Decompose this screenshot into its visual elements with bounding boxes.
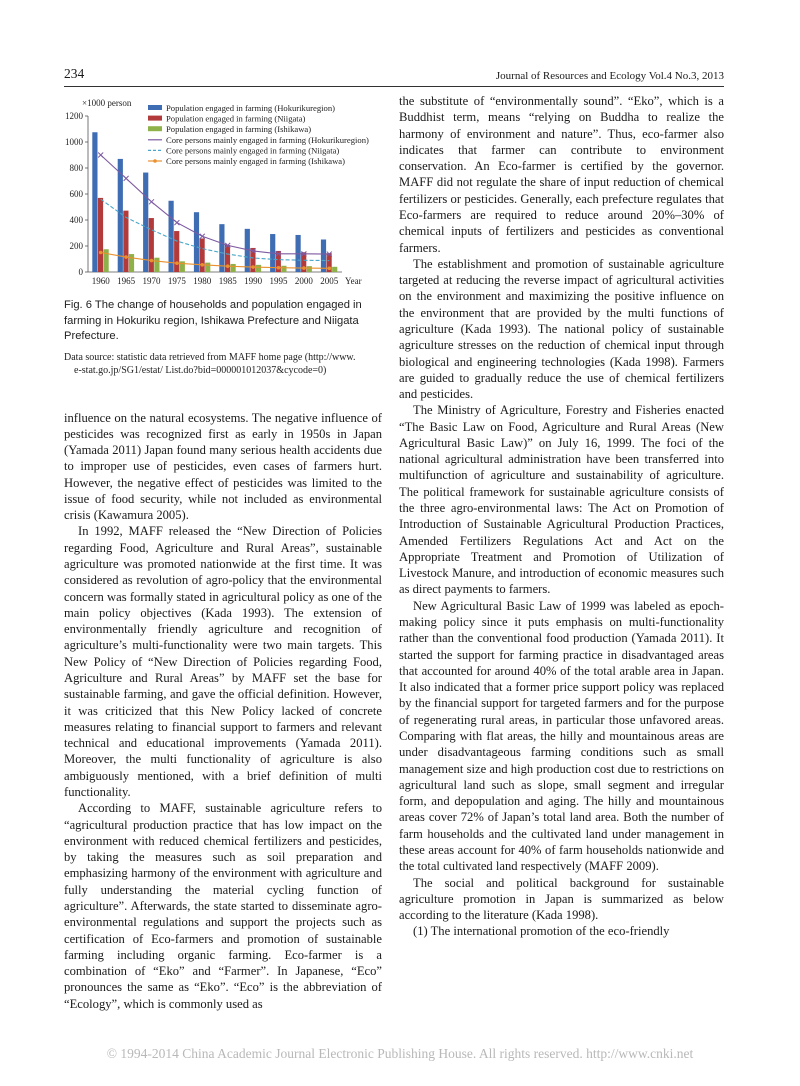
- paragraph: New Agricultural Basic Law of 1999 was labeled as epoch-making policy since it puts emphasis on multi-functionality rather than the conventional food production (Yamada 2011). It started the support for farming practice in disadvantaged areas that accounted for around 40% of the total arable area in Japan. It also indicated that a former price support policy was replaced by the financial support for targeted farmers and for the purpose of regenerating rural areas, in particular those unfavored areas. Comparing with flat areas, the hilly and mountainous areas are under disadvantageous farming conditions such as small management size and high production cost due to restrictions on agricultural land such as slope, small segment and irregular form, and depopulation and aging. The hilly and mountainous areas cover 72% of Japan’s total land area. Both the number of farm households and the cultivated land under management in these areas account for 40% of farm households nationwide and the total cultivated land respectively (MAFF 2009).: [399, 598, 724, 874]
- bar: [219, 224, 224, 272]
- y-tick-label: 1000: [65, 137, 83, 147]
- paragraph: The social and political background for sustainable agriculture promotion in Japan is summarized as below according to the literature (Kada 1998).: [399, 875, 724, 923]
- y-tick-label: 0: [78, 267, 83, 277]
- figure-source-line2: e-stat.go.jp/SG1/estat/ List.do?bid=000001012037&cycode=0): [74, 365, 327, 376]
- x-tick-label: 2000: [294, 276, 313, 286]
- bar: [123, 211, 128, 272]
- paragraph: influence on the natural ecosystems. The negative influence of pesticides was recognized first as early in 1950s in Japan (Yamada 2011) Japan found many serious health accidents due to improper use of pesticides, even cases of farmers hurt. However, the negative effect of pesticides was limited to the issue of food security, while not included as environmental crisis (Kawamura 2005).: [64, 410, 382, 523]
- bar: [307, 266, 312, 272]
- bar: [231, 264, 236, 272]
- y-tick-label: 800: [69, 163, 83, 173]
- x-tick-label: 1980: [193, 276, 212, 286]
- journal-title: Journal of Resources and Ecology Vol.4 No.3, 2013: [495, 70, 724, 82]
- bar: [149, 218, 154, 272]
- line-marker: [124, 255, 128, 259]
- legend-swatch-marker: [153, 159, 157, 163]
- page-number: 234: [64, 66, 85, 81]
- figure-caption: Fig. 6 The change of households and population engaged in farming in Hokuriku region, Ishikawa Prefecture and Niigata Prefecture.: [64, 299, 362, 342]
- legend-label: Core persons mainly engaged in farming (Ishikawa): [166, 156, 345, 166]
- bar: [129, 254, 134, 272]
- copyright-footer: © 1994-2014 China Academic Journal Electronic Publishing House. All rights reserved. http://www.cnki.net: [106, 1046, 694, 1061]
- legend-swatch: [148, 105, 162, 110]
- bar: [256, 265, 261, 272]
- line-marker: [302, 266, 306, 270]
- line-marker: [201, 263, 205, 267]
- line-marker: [226, 264, 230, 268]
- x-tick-label: 1985: [218, 276, 237, 286]
- series-line: [101, 199, 330, 260]
- figure-source-line1: Data source: statistic data retrieved from MAFF home page (http://www.: [64, 351, 356, 363]
- bar: [98, 198, 103, 272]
- x-tick-label: 1990: [244, 276, 263, 286]
- bar: [143, 173, 148, 272]
- y-tick-label: 1200: [65, 111, 83, 121]
- legend-swatch: [148, 116, 162, 121]
- bar: [225, 245, 230, 272]
- line-marker: [175, 261, 179, 265]
- x-tick-label: 2005: [320, 276, 339, 286]
- bar: [321, 240, 326, 273]
- series-line: [101, 155, 330, 254]
- right-column: [399, 93, 724, 940]
- y-tick-label: 200: [69, 241, 83, 251]
- paragraph: The establishment and promotion of sustainable agriculture targeted at reducing the reverse impact of agricultural activities on the environment and maximizing the positive influence on the environment that are provided by the multi functions of agriculture (Kada 1993). The national policy of sustainable agriculture stresses on the reduction of chemical input through biological and engineering technologies (Kada 1998). Farmers are guided to gradually reduce the use of chemical fertilizers and pesticides.: [399, 256, 724, 402]
- bar: [194, 212, 199, 272]
- paragraph: The Ministry of Agriculture, Forestry and Fisheries enacted “The Basic Law on Food, Agriculture and Rural Areas (New Agricultural Basic Law)” on July 16, 1999. The foci of the national agricultural administration have been transferred into multifunction of agriculture and sustainability of agriculture. The political framework for sustainable agriculture consists of the three agro-environmental laws: The Act on Promotion of Introduction of Sustainable Agricultural Production Practices, Amended Fertilizers Regulations Act and Act on the Appropriate Treatment and Promotion of Utilization of Livestock Manure, and introduction of economic measures such as direct payments to farmers.: [399, 403, 724, 597]
- x-tick-label: 1975: [167, 276, 186, 286]
- x-tick-label: 1995: [269, 276, 288, 286]
- paragraph: In 1992, MAFF released the “New Direction of Policies regarding Food, Agriculture and Rural Areas”, sustainable agriculture was promoted nationwide at the first time. It was considered as revolution of agro-policy that the environmental concern was formally stated in agricultural policy as one of the main policy objectives (Kada 1993). The extension of environmentally friendly agriculture and recognition of agriculture’s multi-functionality were two main targets. This New Policy of “New Direction of Policies regarding Food, Agriculture and Rural Areas” by MAFF set the base for sustainable farming, and gave the official definition. However, it was criticized that this New Policy lacked of concrete measures relating to financial support to farmers and relevant technical and educational improvements (Yamada 2011). Moreover, the multi functionality of agriculture is also ambiguously mentioned, with a brief definition of multi functionality.: [64, 524, 382, 799]
- bar: [281, 266, 286, 272]
- line-marker: [150, 259, 154, 263]
- bar: [118, 159, 123, 272]
- bar: [205, 263, 210, 272]
- legend-label: Population engaged in farming (Ishikawa): [166, 124, 312, 135]
- header-rule: [64, 86, 724, 87]
- left-column: [64, 96, 382, 1012]
- paragraph: According to MAFF, sustainable agriculture refers to “agricultural production practice that has low impact on the environment with reduced chemical fertilizers and pesticides, by taking the measures such as soil preparation and emphasizing harmony of the environment with agriculture and fully understanding the material cycling function of agriculture”. Afterwards, the state started to disseminate agro-environmental regulations and support the projects such as certification of Eco-farmers and promotion of sustainable farming including organic farming. Eco-farmer is a combination of “Eko” and “Farmer”. In Japanese, “Eco” pronounces the same as “Eko”. “Eco” is the abbreviation of “Ecology”, which is commonly used as: [64, 801, 382, 1011]
- bar: [92, 132, 97, 272]
- figure-6-chart: [64, 96, 382, 292]
- legend-label: Population engaged in farming (Hokurikuregion): [166, 103, 335, 113]
- y-tick-label: 600: [69, 189, 83, 199]
- legend-swatch: [148, 126, 162, 131]
- legend-label: Core persons mainly engaged in farming (Hokurikuregion): [166, 134, 369, 145]
- bar: [332, 267, 337, 272]
- paragraph: (1) The international promotion of the eco-friendly: [413, 924, 670, 939]
- x-tick-label: 1960: [91, 276, 110, 286]
- bar: [200, 238, 205, 272]
- chart-svg: [64, 96, 382, 292]
- y-axis-label: ×1000 person: [82, 98, 132, 108]
- legend-label: Population engaged in farming (Niigata): [166, 113, 306, 124]
- x-tick-label: 1970: [142, 276, 161, 286]
- line-marker: [277, 266, 281, 270]
- y-tick-label: 400: [69, 215, 83, 225]
- bar: [174, 231, 179, 272]
- paragraph: the substitute of “environmentally sound”. “Eko”, which is a Buddhist term, means “relying on Buddha to realize the harmony of environment and nature”. Thus, eco-farmer also indicates that farmer can contribute to environment conservation. An Eco-farmer is certified by the governor. MAFF did not regulate the share of input reduction of chemical fertilizers or pesticides. Generally, each prefecture regulates that Eco-farmers are required to reduce around 20%–30% of chemical inputs of fertilizers and pesticides as conventional farmers.: [399, 94, 724, 255]
- x-axis-label: Year: [345, 276, 362, 286]
- line-marker: [328, 267, 332, 271]
- figure-source: [64, 351, 382, 378]
- bar: [154, 258, 159, 272]
- line-marker: [251, 265, 255, 269]
- left-body-text: [64, 410, 382, 1012]
- bar: [169, 201, 174, 272]
- x-tick-label: 1965: [117, 276, 136, 286]
- legend-label: Core persons mainly engaged in farming (Niigata): [166, 145, 340, 156]
- line-marker: [99, 251, 103, 255]
